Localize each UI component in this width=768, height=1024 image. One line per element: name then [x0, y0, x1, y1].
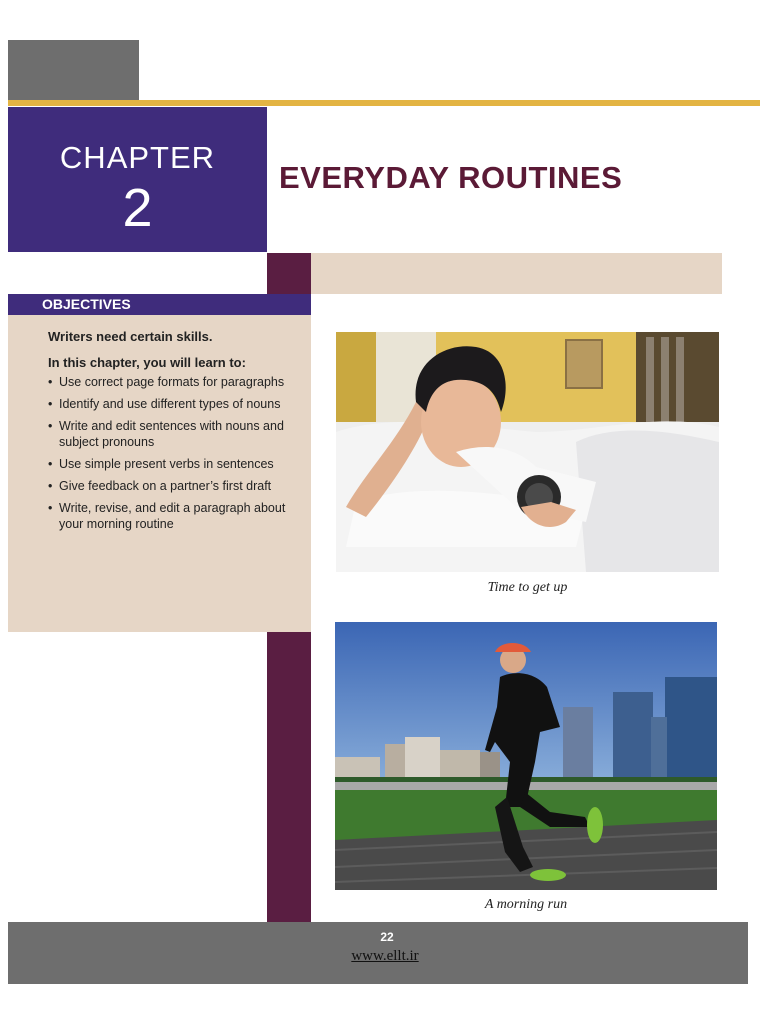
photo-woman-waking — [336, 332, 719, 572]
objective-item: • Use simple present verbs in sentences — [48, 456, 301, 472]
maroon-accent-top — [267, 253, 311, 294]
photo-caption-run: A morning run — [484, 897, 568, 912]
photo-caption-waking: Time to get up — [487, 580, 568, 595]
chapter-box — [8, 107, 267, 252]
objectives-intro: Writers need certain skills. — [48, 329, 213, 344]
photo-woman-waking-image — [336, 332, 719, 572]
objectives-list — [48, 374, 301, 532]
objectives-panel — [8, 315, 311, 632]
photo-morning-run — [335, 622, 717, 890]
objectives-lead: In this chapter, you will learn to: — [48, 355, 246, 370]
tan-banner — [311, 253, 722, 294]
website-link[interactable]: www.ellt.ir — [351, 948, 419, 964]
photo-morning-run-image — [335, 622, 717, 890]
objectives-header: OBJECTIVES — [8, 294, 311, 315]
chapter-number: 2 — [122, 178, 153, 238]
header-gray-tab — [8, 40, 139, 100]
objective-item: • Use correct page formats for paragraphs — [48, 374, 301, 390]
objective-item: • Identify and use different types of nouns — [48, 396, 301, 412]
maroon-accent-bottom — [267, 632, 311, 922]
chapter-label: CHAPTER — [59, 140, 216, 175]
objective-item: • Write, revise, and edit a paragraph about your morning routine — [48, 500, 301, 532]
chapter-title: EVERYDAY ROUTINES — [279, 160, 623, 195]
gold-rule — [8, 100, 760, 106]
objective-item: • Give feedback on a partner’s first draft — [48, 478, 301, 494]
objective-item: • Write and edit sentences with nouns and subject pronouns — [48, 418, 301, 450]
page-number: 22 — [380, 930, 394, 944]
